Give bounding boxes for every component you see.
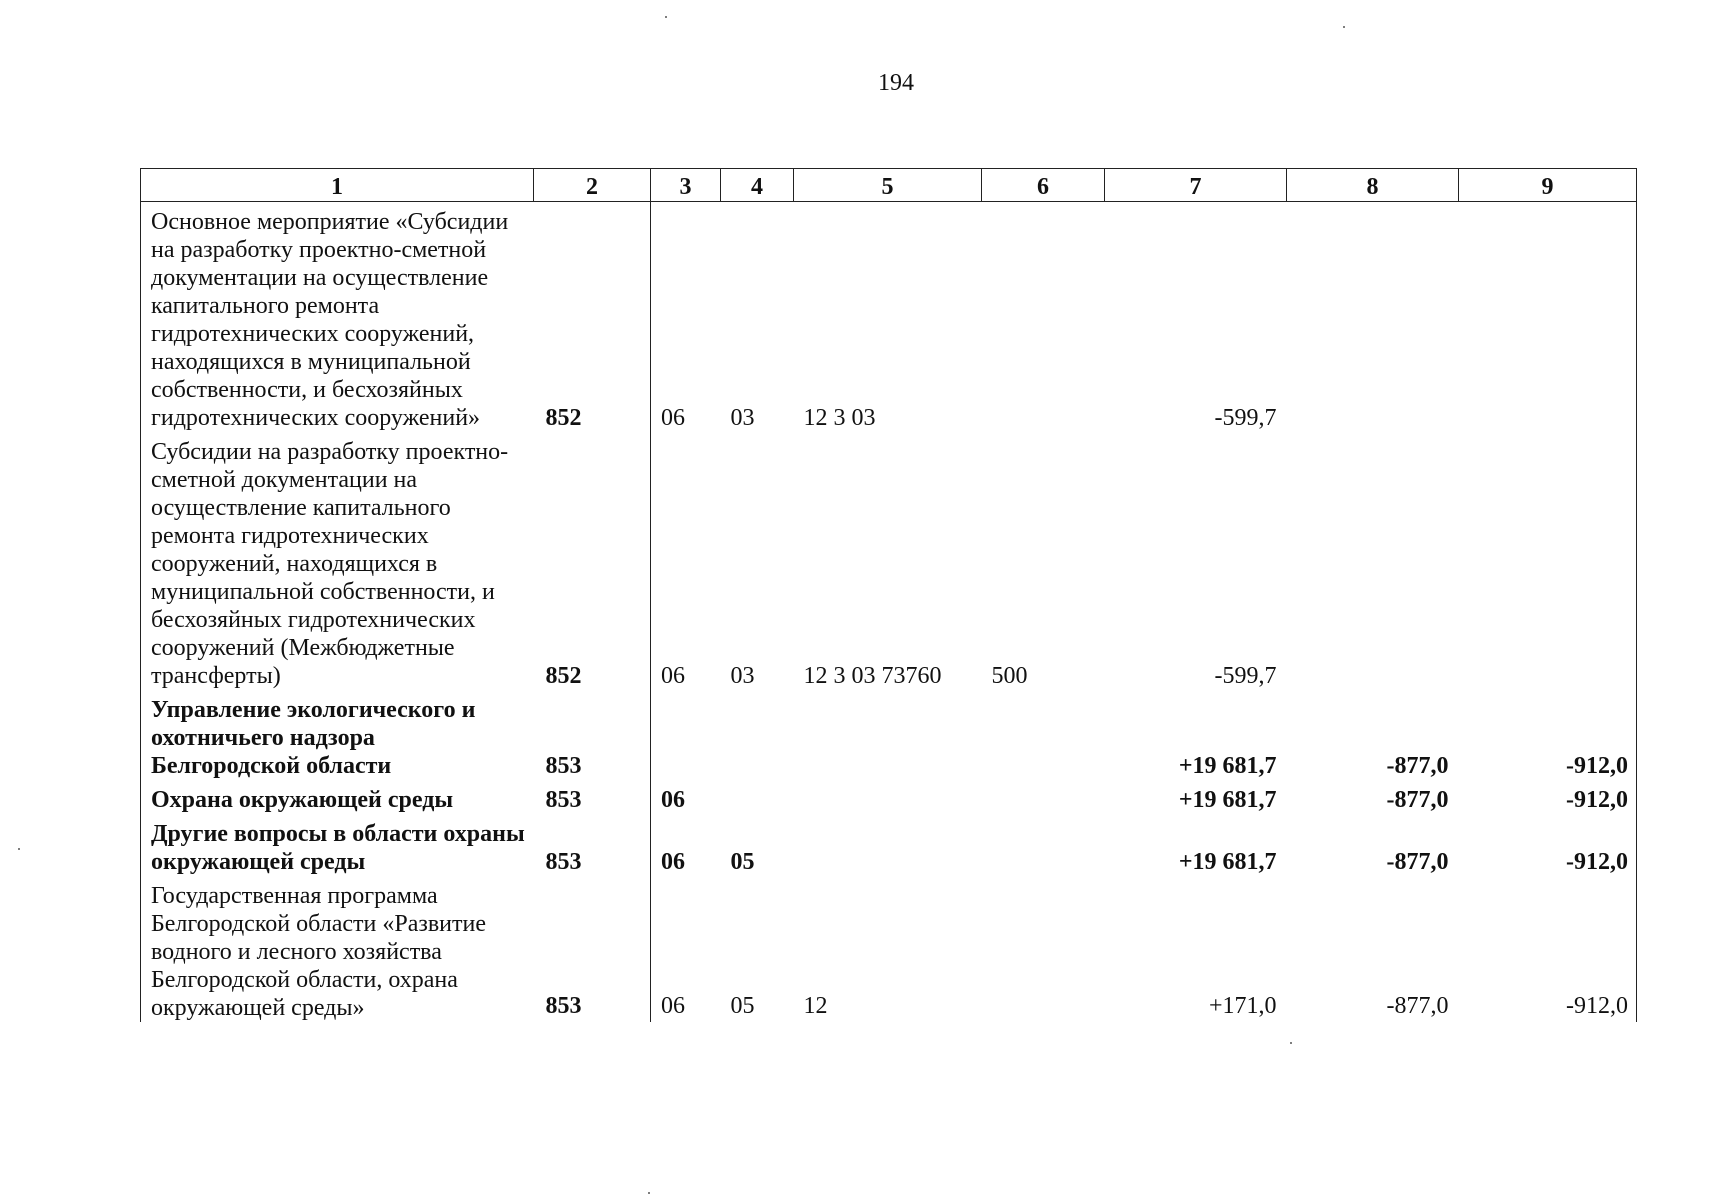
- cell-amount-3: -912,0: [1459, 690, 1637, 780]
- cell-amount-1: +19 681,7: [1178, 753, 1277, 779]
- cell-section: [651, 690, 721, 780]
- cell-amount-1: +19 681,7: [1178, 849, 1277, 875]
- cell-target-article: [794, 690, 982, 780]
- scan-speck: [665, 16, 667, 18]
- table-row: [141, 814, 1637, 876]
- cell-target-article: 12 3 03 73760: [803, 663, 942, 689]
- scan-speck: [1290, 1042, 1292, 1044]
- table-row: [141, 432, 1637, 690]
- cell-target-article: [794, 780, 982, 814]
- cell-amount-2: -877,0: [1386, 753, 1449, 779]
- cell-admin-code: 852: [534, 432, 651, 690]
- cell-admin-code: 852: [534, 202, 651, 433]
- row-name: Государственная программа Белгородской области «Развитие водного и лесного хозяйства Белгородской области, охрана окружающей среды»: [141, 876, 534, 1022]
- cell-amount-2: -877,0: [1386, 787, 1449, 813]
- cell-amount-1: +171,0: [1208, 993, 1277, 1019]
- cell-amount-2: -877,0: [1386, 993, 1449, 1019]
- cell-amount-2: -877,0: [1386, 849, 1449, 875]
- scan-speck: [18, 848, 20, 850]
- cell-target-article: [794, 814, 982, 876]
- cell-section: 06: [661, 993, 685, 1019]
- cell-amount-3: -912,0: [1459, 814, 1637, 876]
- cell-section: 06: [661, 405, 685, 431]
- row-name: Управление экологического и охотничьего надзора Белгородской области: [141, 690, 534, 780]
- cell-section: 06: [661, 849, 685, 875]
- cell-amount-1: +19 681,7: [1178, 787, 1277, 813]
- table-header-row: [141, 169, 1637, 202]
- column-header: 7: [1105, 169, 1287, 202]
- cell-amount-1: -599,7: [1214, 663, 1277, 689]
- page-number: 194: [878, 70, 914, 96]
- cell-expense-type: [982, 780, 1105, 814]
- cell-subsection: 05: [730, 993, 755, 1019]
- cell-admin-code: 853: [534, 780, 651, 814]
- column-header: 9: [1459, 169, 1637, 202]
- cell-subsection: 03: [730, 405, 755, 431]
- cell-amount-3: [1459, 432, 1637, 690]
- cell-section: 06: [661, 663, 685, 689]
- cell-amount-3: -912,0: [1459, 780, 1637, 814]
- cell-expense-type: [982, 876, 1105, 1022]
- row-name: Охрана окружающей среды: [141, 780, 534, 814]
- cell-expense-type: [982, 202, 1105, 433]
- table-row: [141, 780, 1637, 814]
- cell-expense-type: [982, 690, 1105, 780]
- column-header: 5: [794, 169, 982, 202]
- cell-target-article: 12 3 03: [803, 405, 876, 431]
- column-header: 2: [534, 169, 651, 202]
- cell-subsection: 05: [730, 849, 755, 875]
- cell-section: 06: [661, 787, 685, 813]
- cell-target-article: 12: [803, 993, 828, 1019]
- column-header: 3: [651, 169, 721, 202]
- cell-amount-2: [1287, 202, 1459, 433]
- row-name: Субсидии на разработку проектно-сметной документации на осуществление капитального ремонта гидротехнических сооружений, находящихся в муниципальной собственности, и бесхозяйных гидротехнических сооружений (Межбюджетные трансферты): [141, 432, 534, 690]
- cell-admin-code: 853: [534, 876, 651, 1022]
- table-row: [141, 690, 1637, 780]
- column-header: 6: [982, 169, 1105, 202]
- table-row: [141, 202, 1637, 433]
- cell-subsection: [721, 690, 794, 780]
- scan-speck: [1343, 26, 1345, 28]
- cell-amount-2: [1287, 432, 1459, 690]
- cell-expense-type: 500: [991, 663, 1028, 689]
- column-header: 8: [1287, 169, 1459, 202]
- cell-amount-1: -599,7: [1214, 405, 1277, 431]
- row-name: Основное мероприятие «Субсидии на разработку проектно-сметной документации на осуществление капитального ремонта гидротехнических сооружений, находящихся в муниципальной собственности, и бесхозяйных гидротехнических сооружений»: [141, 202, 534, 433]
- cell-amount-3: -912,0: [1459, 876, 1637, 1022]
- cell-expense-type: [982, 814, 1105, 876]
- cell-admin-code: 853: [534, 814, 651, 876]
- cell-amount-3: [1459, 202, 1637, 433]
- row-name: Другие вопросы в области охраны окружающей среды: [141, 814, 534, 876]
- scan-speck: [648, 1192, 650, 1194]
- cell-admin-code: 853: [534, 690, 651, 780]
- column-header: 4: [721, 169, 794, 202]
- table-row: [141, 876, 1637, 1022]
- budget-table: [140, 168, 1637, 1022]
- cell-subsection: 03: [730, 663, 755, 689]
- column-header: 1: [141, 169, 534, 202]
- cell-subsection: [721, 780, 794, 814]
